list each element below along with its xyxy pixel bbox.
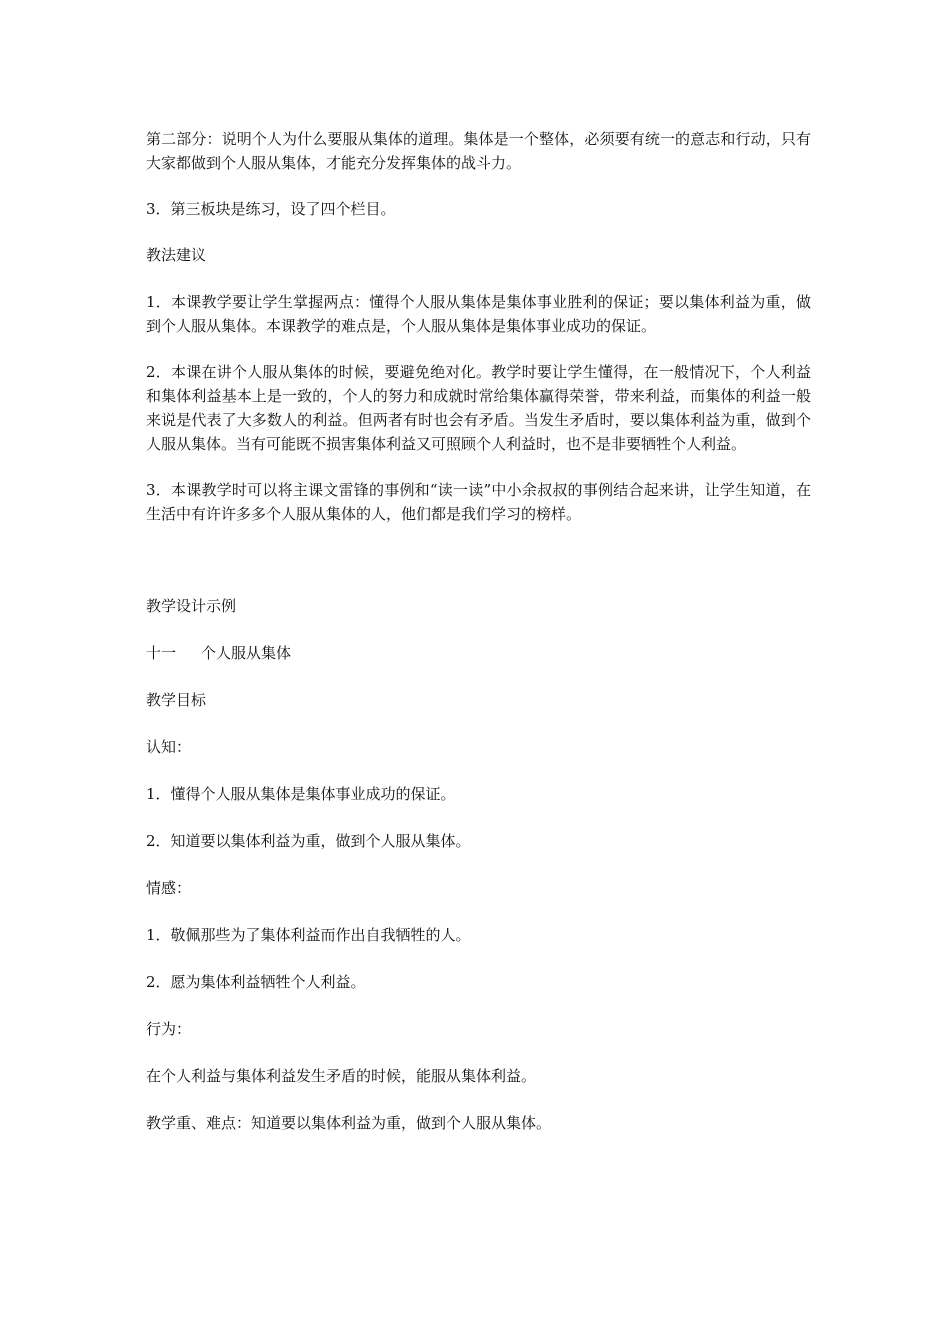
cognition-item-2: 2．知道要以集体利益为重，做到个人服从集体。 xyxy=(146,832,471,850)
part2-paragraph: 第二部分：说明个人为什么要服从集体的道理。集体是一个整体，必须要有统一的意志和行动，只有大家都做到个人服从集体，才能充分发挥集体的战斗力。 xyxy=(146,130,811,172)
objectives-heading: 教学目标 xyxy=(146,691,207,709)
emotion-label: 情感： xyxy=(146,879,192,897)
behavior-label: 行为： xyxy=(146,1020,192,1038)
key-points-text: 教学重、难点：知道要以集体利益为重，做到个人服从集体。 xyxy=(146,1114,552,1132)
suggestion-item-2: 2．本课在讲个人服从集体的时候，要避免绝对化。教学时要让学生懂得，在一般情况下，个人利益和集体利益基本上是一致的，个人的努力和成就时常给集体赢得荣誉，带来利益，而集体的利益一般来说是代表了大多数人的利益。但两者有时也会有矛盾。当发生矛盾时，要以集体利益为重，做到个人服从集体。当有可能既不损害集体利益又可照顾个人利益时，也不是非要牺牲个人利益。 xyxy=(146,363,811,453)
suggestion-item-1: 1．本课教学要让学生掌握两点：懂得个人服从集体是集体事业胜利的保证；要以集体利益为重，做到个人服从集体。本课教学的难点是，个人服从集体是集体事业成功的保证。 xyxy=(146,293,811,335)
behavior-text: 在个人利益与集体利益发生矛盾的时候，能服从集体利益。 xyxy=(146,1067,537,1085)
section-gap xyxy=(146,548,811,594)
lesson-title xyxy=(146,641,811,665)
cognition-label: 认知： xyxy=(146,738,192,756)
emotion-item-1: 1．敬佩那些为了集体利益而作出自我牺牲的人。 xyxy=(146,926,471,944)
lesson-title-text: 个人服从集体 xyxy=(201,644,292,662)
teaching-suggestions-heading: 教法建议 xyxy=(146,246,207,264)
block3-paragraph: 3．第三板块是练习，设了四个栏目。 xyxy=(146,200,396,218)
document-body xyxy=(146,127,811,1158)
emotion-item-2: 2．愿为集体利益牺牲个人利益。 xyxy=(146,973,366,991)
design-example-heading: 教学设计示例 xyxy=(146,597,237,615)
cognition-item-1: 1．懂得个人服从集体是集体事业成功的保证。 xyxy=(146,785,456,803)
suggestion-item-3: 3．本课教学时可以将主课文雷锋的事例和“读一读”中小余叔叔的事例结合起来讲，让学生知道，在生活中有许许多多个人服从集体的人，他们都是我们学习的榜样。 xyxy=(146,481,811,523)
lesson-number: 十一 xyxy=(146,644,177,662)
